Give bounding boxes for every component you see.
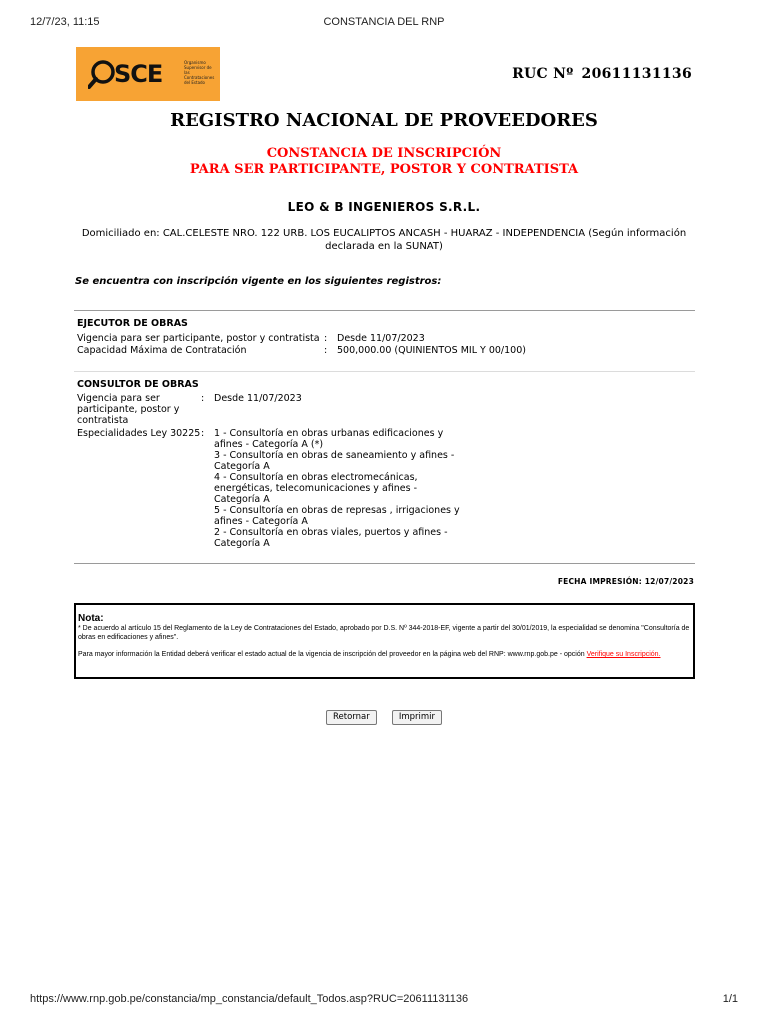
especialidades-list bbox=[214, 428, 464, 549]
ejecutor-capacidad-label: Capacidad Máxima de Contratación bbox=[77, 345, 247, 356]
action-buttons bbox=[0, 704, 768, 725]
subtitle-line-2: PARA SER PARTICIPANTE, POSTOR Y CONTRATISTA bbox=[189, 162, 579, 177]
print-footer bbox=[30, 993, 738, 1007]
ejecutor-vigencia-row bbox=[77, 333, 677, 344]
page-url: https://www.rnp.gob.pe/constancia/mp_constancia/default_Todos.asp?RUC=20611131136 bbox=[30, 993, 469, 1005]
consultor-vigencia-value: Desde 11/07/2023 bbox=[214, 393, 302, 404]
colon: : bbox=[201, 428, 205, 439]
company-address: Domiciliado en: CAL.CELESTE NRO. 122 URB. LOS EUCALIPTOS ANCASH - HUARAZ - INDEPENDENCIA (Según información declarada en la SUNAT) bbox=[81, 228, 687, 252]
verify-registration-link[interactable]: Verifique su Inscripción. bbox=[586, 651, 661, 658]
return-button[interactable]: Retornar bbox=[326, 710, 377, 725]
ruc-number bbox=[512, 66, 692, 82]
print-date: 12/7/23, 11:15 bbox=[30, 16, 100, 28]
print-date-label: FECHA IMPRESIÓN: 12/07/2023 bbox=[557, 577, 694, 586]
list-item: 2 - Consultoría en obras viales, puertos y afines - Categoría A bbox=[214, 527, 448, 549]
note-paragraph-2-text: Para mayor información la Entidad deberá verificar el estado actual de la vigencia de inscripción del proveedor en la página web del RNP: www.rnp.gob.pe - opción bbox=[78, 651, 587, 658]
ejecutor-vigencia-value: Desde 11/07/2023 bbox=[337, 333, 425, 344]
consultor-vigencia-label: Vigencia para ser participante, postor y contratista bbox=[77, 393, 180, 426]
ejecutor-vigencia-label: Vigencia para ser participante, postor y contratista bbox=[77, 333, 320, 344]
colon: : bbox=[324, 345, 328, 356]
ejecutor-capacidad-value: 500,000.00 (QUINIENTOS MIL Y 00/100) bbox=[337, 345, 526, 356]
list-item: 1 - Consultoría en obras urbanas edificaciones y afines - Categoría A (*) bbox=[214, 428, 444, 450]
ruc-value: 20611131136 bbox=[581, 66, 692, 82]
ejecutor-capacidad-row bbox=[77, 345, 677, 356]
divider bbox=[74, 310, 695, 311]
divider bbox=[74, 371, 695, 372]
logo-tagline: Organismo Supervisor de las Contrataciones del Estado bbox=[184, 60, 215, 85]
list-item: 5 - Consultoría en obras de represas , irrigaciones y afines - Categoría A bbox=[214, 505, 460, 527]
subtitle-line-1: CONSTANCIA DE INSCRIPCIÓN bbox=[266, 146, 502, 161]
logo-text: SCE bbox=[114, 60, 163, 88]
ejecutor-title: EJECUTOR DE OBRAS bbox=[77, 318, 188, 329]
divider bbox=[74, 563, 695, 564]
print-header bbox=[30, 16, 738, 30]
page-number: 1/1 bbox=[722, 993, 738, 1005]
certificate-subtitle bbox=[0, 146, 768, 178]
consultor-title: CONSULTOR DE OBRAS bbox=[77, 379, 199, 390]
list-item: 3 - Consultoría en obras de saneamiento y afines - Categoría A bbox=[214, 450, 455, 472]
colon: : bbox=[324, 333, 328, 344]
ruc-label: RUC Nº bbox=[512, 66, 574, 82]
osce-logo bbox=[76, 47, 220, 101]
registry-intro: Se encuentra con inscripción vigente en los siguientes registros: bbox=[75, 276, 442, 287]
colon: : bbox=[201, 393, 205, 404]
especialidades-label: Especialidades Ley 30225 bbox=[77, 428, 201, 439]
note-paragraph-2 bbox=[78, 650, 691, 659]
print-button[interactable]: Imprimir bbox=[392, 710, 442, 725]
note-paragraph-1: * De acuerdo al artículo 15 del Reglamento de la Ley de Contrataciones del Estado, aprobado por D.S. Nº 344-2018-EF, vigente a partir del 30/01/2019, la especialidad se denomina "Consultoría de obras en edificaciones y afines". bbox=[78, 625, 690, 641]
list-item: 4 - Consultoría en obras electromecánicas, energéticas, telecomunicaciones y afines - Categoría A bbox=[214, 472, 418, 505]
note-box bbox=[74, 603, 695, 679]
page-title: REGISTRO NACIONAL DE PROVEEDORES bbox=[170, 110, 598, 131]
note-title: Nota: bbox=[78, 613, 104, 624]
company-name: LEO & B INGENIEROS S.R.L. bbox=[287, 200, 481, 214]
print-page-title: CONSTANCIA DEL RNP bbox=[323, 16, 445, 28]
